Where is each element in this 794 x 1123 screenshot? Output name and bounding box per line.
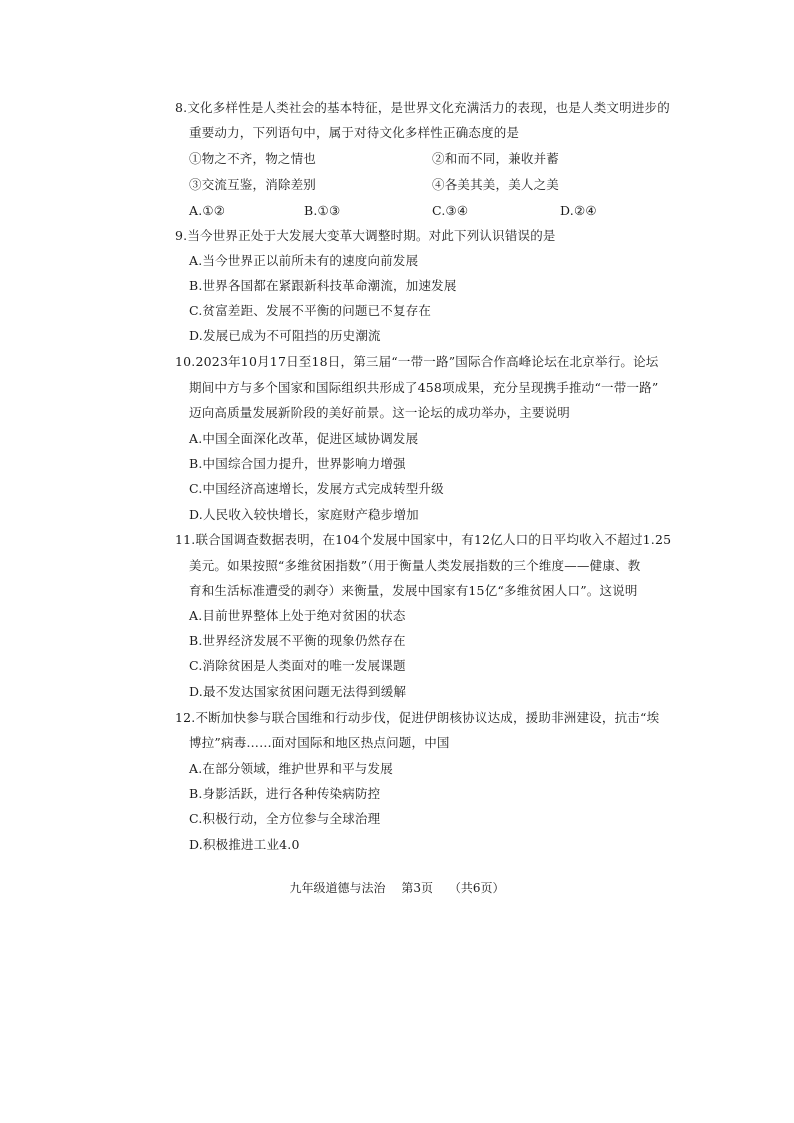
question-10-option-b: B.中国综合国力提升，世界影响力增强 — [189, 456, 406, 471]
question-12-option-a: A.在部分领域，维护世界和平与发展 — [189, 761, 393, 776]
question-9-option-a: A.当今世界正以前所未有的速度向前发展 — [189, 253, 419, 268]
question-8-statement-1: ①物之不齐，物之情也 — [189, 151, 317, 166]
question-11-stem-line-1: 11.联合国调查数据表明，在104个发展中国家中，有12亿人口的日平均收入不超过1.25 — [175, 532, 672, 547]
question-11-option-a: A.目前世界整体上处于绝对贫困的状态 — [189, 608, 406, 623]
question-8-statement-4: ④各美其美，美人之美 — [432, 177, 560, 192]
question-12-option-d: D.积极推进工业4.0 — [189, 837, 300, 852]
question-10-stem-line-3: 迈向高质量发展新阶段的美好前景。这一论坛的成功举办，主要说明 — [189, 405, 571, 420]
footer-page-number: 第3页 — [401, 881, 433, 895]
page-footer — [0, 880, 794, 896]
question-10-stem-line-1: 10.2023年10月17日至18日，第三届“一带一路”国际合作高峰论坛在北京举行。论坛 — [175, 354, 659, 369]
question-8-option-d: D.②④ — [560, 203, 597, 218]
question-11-option-d: D.最不发达国家贫困问题无法得到缓解 — [189, 684, 407, 699]
footer-total-pages: （共6页） — [448, 881, 505, 895]
question-10-stem-line-2: 期间中方与多个国家和国际组织共形成了458项成果，充分呈现携手推动“一带一路” — [189, 380, 659, 395]
footer-subject: 九年级道德与法治 — [289, 881, 386, 895]
question-12-stem-line-2: 博拉”病毒……面对国际和地区热点问题，中国 — [189, 735, 450, 750]
question-11-option-c: C.消除贫困是人类面对的唯一发展课题 — [189, 658, 406, 673]
question-10-option-c: C.中国经济高速增长，发展方式完成转型升级 — [189, 481, 444, 496]
question-11-stem-line-3: 育和生活标准遭受的剥夺）来衡量，发展中国家有15亿“多维贫困人口”。这说明 — [189, 583, 638, 598]
question-8-option-b: B.①③ — [304, 203, 341, 218]
question-10-option-d: D.人民收入较快增长，家庭财产稳步增加 — [189, 507, 419, 522]
question-9-stem: 9.当今世界正处于大发展大变革大调整时期。对此下列认识错误的是 — [175, 228, 556, 243]
question-11-stem-line-2: 美元。如果按照“多维贫困指数”（用于衡量人类发展指数的三个维度——健康、教 — [189, 558, 641, 573]
question-8-stem-line-1: 8.文化多样性是人类社会的基本特征，是世界文化充满活力的表现，也是人类文明进步的 — [175, 100, 670, 115]
question-12-option-b: B.身影活跃，进行各种传染病防控 — [189, 786, 381, 801]
question-11-option-b: B.世界经济发展不平衡的现象仍然存在 — [189, 633, 406, 648]
question-12-option-c: C.积极行动，全方位参与全球治理 — [189, 811, 381, 826]
question-9-option-c: C.贫富差距、发展不平衡的问题已不复存在 — [189, 303, 432, 318]
question-8-stem-line-2: 重要动力，下列语句中，属于对待文化多样性正确态度的是 — [189, 125, 520, 140]
question-9-option-d: D.发展已成为不可阻挡的历史潮流 — [189, 328, 381, 343]
question-12-stem-line-1: 12.不断加快参与联合国维和行动步伐，促进伊朗核协议达成，援助非洲建设，抗击“埃 — [175, 710, 660, 725]
question-8-option-c: C.③④ — [432, 203, 469, 218]
question-8-statement-3: ③交流互鉴，消除差别 — [189, 177, 317, 192]
question-9-option-b: B.世界各国都在紧跟新科技革命潮流，加速发展 — [189, 278, 457, 293]
question-10-option-a: A.中国全面深化改革，促进区域协调发展 — [189, 431, 419, 446]
question-8-option-a: A.①② — [189, 203, 226, 218]
question-8-statement-2: ②和而不同，兼收并蓄 — [432, 151, 560, 166]
